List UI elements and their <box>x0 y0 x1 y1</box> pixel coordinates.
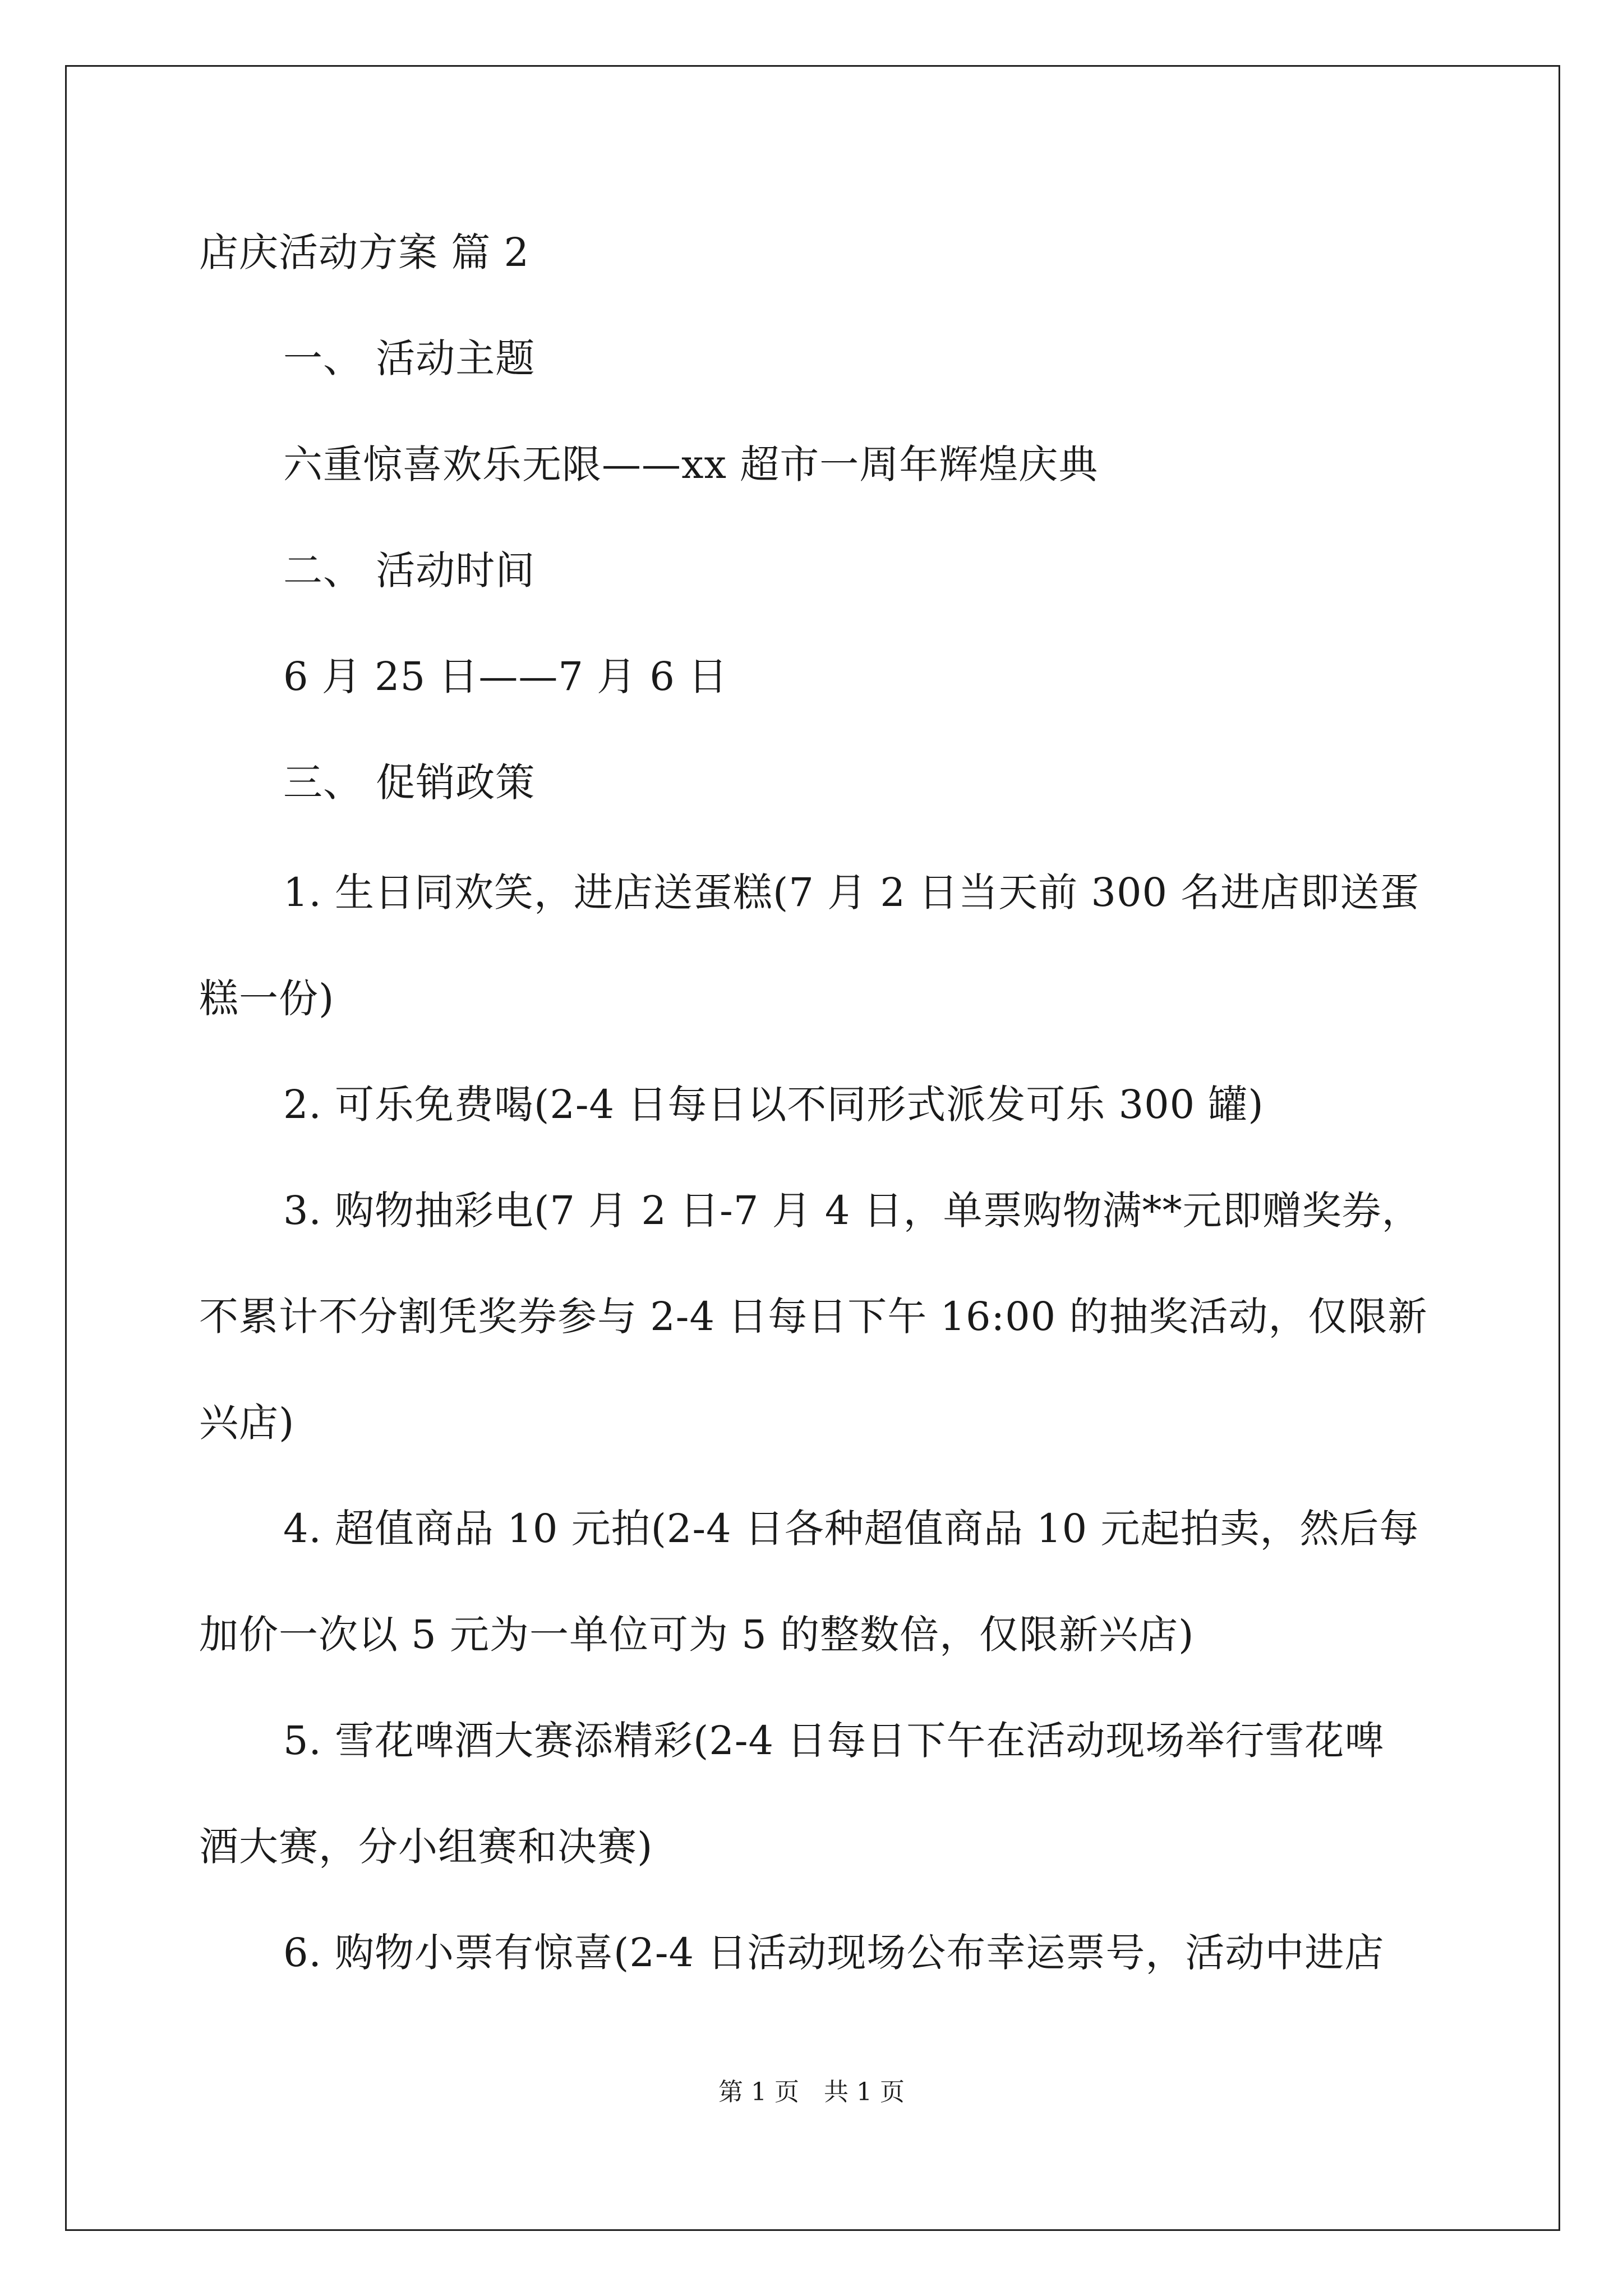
promo-item-1-line-1: 1. 生日同欢笑，进店送蛋糕(7 月 2 日当天前 300 名进店即送蛋 <box>283 869 1420 915</box>
time-text: 6 月 25 日——7 月 6 日 <box>283 654 728 700</box>
promo-item-3-line-1: 3. 购物抽彩电(7 月 2 日-7 月 4 日，单票购物满**元即赠奖券， <box>283 1188 1422 1234</box>
promo-item-6-line-1: 6. 购物小票有惊喜(2-4 日活动现场公布幸运票号，活动中进店 <box>283 1930 1385 1976</box>
promo-item-5-line-2: 酒大赛，分小组赛和决赛) <box>199 1824 653 1870</box>
promo-item-4-line-2: 加价一次以 5 元为一单位可为 5 的整数倍，仅限新兴店) <box>199 1612 1195 1658</box>
section-heading-theme: 一、 活动主题 <box>283 335 536 381</box>
promo-item-5-line-1: 5. 雪花啤酒大赛添精彩(2-4 日每日下午在活动现场举行雪花啤 <box>283 1718 1385 1764</box>
promo-item-3-line-3: 兴店) <box>199 1400 295 1446</box>
section-heading-time: 二、 活动时间 <box>283 547 536 593</box>
promo-item-3-line-2: 不累计不分割凭奖券参与 2-4 日每日下午 16:00 的抽奖活动，仅限新 <box>199 1294 1428 1340</box>
page-border <box>65 65 1560 2231</box>
page-number-footer: 第 1 页 共 1 页 <box>718 2078 905 2106</box>
promo-item-1-line-2: 糕一份) <box>199 976 335 1022</box>
promo-item-4-line-1: 4. 超值商品 10 元拍(2-4 日各种超值商品 10 元起拍卖，然后每 <box>283 1506 1419 1552</box>
promo-item-2-line-1: 2. 可乐免费喝(2-4 日每日以不同形式派发可乐 300 罐) <box>283 1082 1264 1128</box>
document-title: 店庆活动方案 篇 2 <box>199 229 530 275</box>
section-heading-promotion: 三、 促销政策 <box>283 760 536 806</box>
theme-text: 六重惊喜欢乐无限——xx 超市一周年辉煌庆典 <box>283 441 1099 487</box>
